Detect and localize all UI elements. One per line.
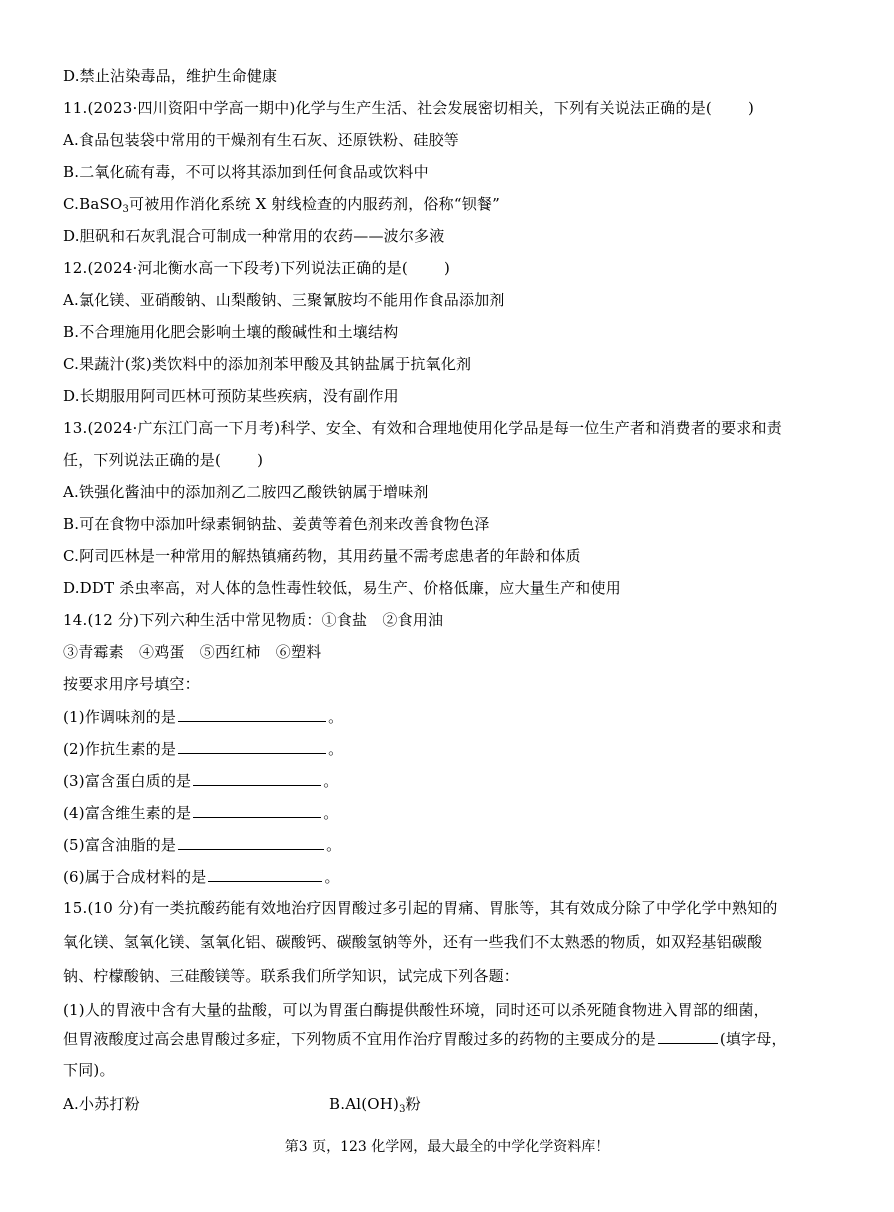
answer-blank-15-1[interactable] xyxy=(658,1028,718,1044)
q14-sub-5 xyxy=(63,834,341,855)
q14-sub-6-text: (6)属于合成材料的是 xyxy=(63,868,207,886)
question-15-line-3: 钠、柠檬酸钠、三硅酸镁等。联系我们所学知识，试完成下列各题： xyxy=(63,967,520,985)
q15-sub-1: (1)人的胃液中含有大量的盐酸，可以为胃蛋白酶提供酸性环境，同时还可以杀死随食物进入胃部的细菌， xyxy=(63,1001,769,1019)
question-13: 13.(2024·广东江门高一下月考)科学、安全、有效和合理地使用化学品是每一位生产者和消费者的要求和责 xyxy=(63,419,782,437)
q12-option-a: A.氯化镁、亚硝酸钠、山梨酸钠、三聚氰胺均不能用作食品添加剂 xyxy=(63,291,505,309)
q11-option-d: D.胆矾和石灰乳混合可制成一种常用的农药——波尔多液 xyxy=(63,227,445,245)
q14-sub-2-period: 。 xyxy=(328,740,344,758)
q11-option-c-post: 可被用作消化系统 X 射线检查的内服药剂，俗称“钡餐” xyxy=(129,195,500,213)
question-14-items: ③青霉素 ④鸡蛋 ⑤西红柿 ⑥塑料 xyxy=(63,643,322,661)
question-13-paren-end: ) xyxy=(257,451,264,469)
q13-option-c: C.阿司匹林是一种常用的解热镇痛药物，其用药量不需考虑患者的年龄和体质 xyxy=(63,547,581,565)
q13-option-b: B.可在食物中添加叶绿素铜钠盐、姜黄等着色剂来改善食物色泽 xyxy=(63,515,490,533)
q15-sub-1-cont-text: 但胃液酸度过高会患胃酸过多症，下列物质不宜用作治疗胃酸过多的药物的主要成分的是 xyxy=(63,1030,656,1048)
question-11 xyxy=(63,98,754,118)
q15-option-b-sub: 3 xyxy=(399,1104,406,1115)
q12-option-c: C.果蔬汁(浆)类饮料中的添加剂苯甲酸及其钠盐属于抗氧化剂 xyxy=(63,355,472,373)
q15-sub-1-cont-end: (填字母， xyxy=(719,1030,787,1048)
q14-sub-4 xyxy=(63,802,338,823)
page-footer: 第3 页，123 化学网，最大最全的中学化学资料库！ xyxy=(284,1139,610,1155)
q15-option-b xyxy=(329,1094,421,1120)
q14-sub-1-period: 。 xyxy=(328,708,344,726)
q11-option-a: A.食品包装袋中常用的干燥剂有生石灰、还原铁粉、硅胶等 xyxy=(63,131,460,149)
option-d-q10: D.禁止沾染毒品，维护生命健康 xyxy=(63,67,278,85)
question-15: 15.(10 分)有一类抗酸药能有效地治疗因胃酸过多引起的胃痛、胃胀等，其有效成分除了中学化学中熟知的 xyxy=(63,899,778,917)
q11-option-c-pre: C.BaSO xyxy=(63,195,123,213)
q14-sub-6-period: 。 xyxy=(324,868,340,886)
q13-option-a: A.铁强化酱油中的添加剂乙二胺四乙酸铁钠属于增味剂 xyxy=(63,483,429,501)
question-11-paren-end: ) xyxy=(747,99,755,117)
answer-blank-3[interactable] xyxy=(193,770,321,786)
answer-blank-4[interactable] xyxy=(193,802,321,818)
q11-option-c xyxy=(63,194,500,220)
q15-sub-1-cont xyxy=(63,1028,787,1049)
q11-option-c-sub: 3 xyxy=(122,204,130,215)
answer-blank-6[interactable] xyxy=(208,866,322,882)
q14-sub-3-period: 。 xyxy=(323,772,339,790)
answer-blank-2[interactable] xyxy=(178,738,326,754)
question-13-cont-text: 任，下列说法正确的是( xyxy=(63,451,222,469)
q14-sub-1 xyxy=(63,706,343,727)
q12-option-b: B.不合理施用化肥会影响土壤的酸碱性和土壤结构 xyxy=(63,323,399,341)
q11-option-b: B.二氧化硫有毒，不可以将其添加到任何食品或饮料中 xyxy=(63,163,429,181)
q15-option-b-post: 粉 xyxy=(405,1095,421,1113)
q15-option-a: A.小苏打粉 xyxy=(63,1095,140,1113)
q13-option-d: D.DDT 杀虫率高，对人体的急性毒性较低，易生产、价格低廉，应大量生产和使用 xyxy=(63,579,621,597)
q14-sub-4-text: (4)富含维生素的是 xyxy=(63,804,192,822)
q14-sub-5-period: 。 xyxy=(326,836,342,854)
q15-option-b-pre: B.Al(OH) xyxy=(329,1095,400,1113)
q12-option-d: D.长期服用阿司匹林可预防某些疾病，没有副作用 xyxy=(63,387,399,405)
question-14-instruction: 按要求用序号填空： xyxy=(63,675,200,693)
q14-sub-2 xyxy=(63,738,343,759)
question-11-text: 11.(2023·四川资阳中学高一期中)化学与生产生活、社会发展密切相关，下列有关说法正确的是( xyxy=(63,99,712,117)
question-14: 14.(12 分)下列六种生活中常见物质：①食盐 ②食用油 xyxy=(63,611,444,629)
question-12-paren-end: ) xyxy=(443,259,451,277)
q14-sub-3-text: (3)富含蛋白质的是 xyxy=(63,772,192,790)
answer-blank-5[interactable] xyxy=(178,834,324,850)
question-12 xyxy=(63,258,450,278)
q15-options-row xyxy=(63,1094,763,1114)
question-13-cont xyxy=(63,450,263,470)
q14-sub-6 xyxy=(63,866,340,887)
q14-sub-3 xyxy=(63,770,338,791)
question-12-text: 12.(2024·河北衡水高一下段考)下列说法正确的是( xyxy=(63,259,408,277)
q14-sub-4-period: 。 xyxy=(323,804,339,822)
answer-blank-1[interactable] xyxy=(178,706,326,722)
q15-sub-1-cont-2: 下同)。 xyxy=(63,1061,115,1079)
q14-sub-2-text: (2)作抗生素的是 xyxy=(63,740,177,758)
q14-sub-1-text: (1)作调味剂的是 xyxy=(63,708,177,726)
q14-sub-5-text: (5)富含油脂的是 xyxy=(63,836,177,854)
question-15-line-2: 氧化镁、氢氧化镁、氢氧化铝、碳酸钙、碳酸氢钠等外，还有一些我们不太熟悉的物质，如双羟基铝碳酸 xyxy=(63,933,763,951)
